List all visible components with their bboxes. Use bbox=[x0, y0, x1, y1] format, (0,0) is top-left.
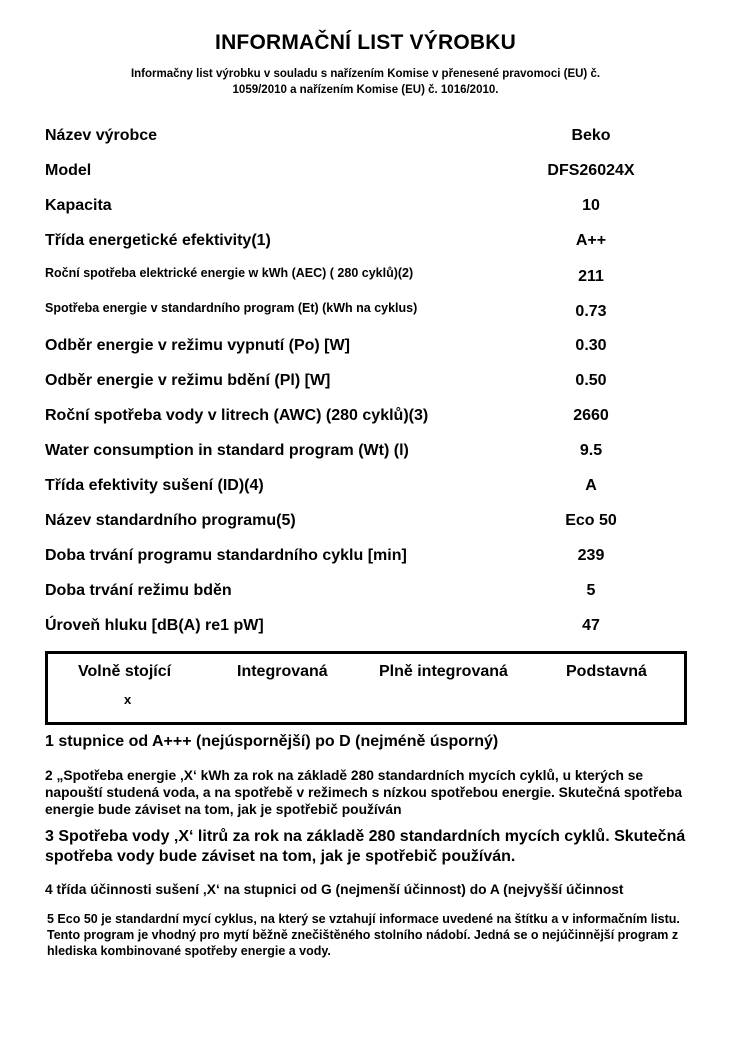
spec-label: Roční spotřeba elektrické energie w kWh (AEC) ( 280 cyklů)(2) bbox=[45, 266, 414, 280]
installation-selected-mark: x bbox=[124, 692, 132, 707]
spec-value: 239 bbox=[577, 547, 605, 564]
spec-label: Název výrobce bbox=[45, 127, 158, 144]
spec-label: Roční spotřeba vody v litrech (AWC) (280 cyklů)(3) bbox=[45, 407, 429, 424]
spec-value: Eco 50 bbox=[565, 512, 617, 529]
footnote-3: 3 Spotřeba vody ‚X‘ litrů za rok na základě 280 standardních mycích cyklů. Skutečná spotřeba vody bude záviset na tom, jak je spotřebič používán. bbox=[45, 828, 686, 865]
spec-label: Úroveň hluku [dB(A) re1 pW] bbox=[45, 617, 264, 634]
spec-label: Doba trvání programu standardního cyklu [min] bbox=[45, 547, 407, 564]
spec-label: Model bbox=[45, 162, 92, 179]
spec-label: Kapacita bbox=[45, 197, 112, 214]
spec-value: 0.73 bbox=[575, 303, 607, 320]
spec-value: Beko bbox=[571, 127, 611, 144]
spec-label: Odběr energie v režimu vypnutí (Po) [W] bbox=[45, 337, 350, 354]
footnote-4: 4 třída účinnosti sušení ‚X‘ na stupnici od G (nejmenší účinnost) do A (nejvyšší účinnost bbox=[45, 882, 624, 897]
page-subtitle: Informačny list výrobku v souladu s nařízením Komise v přenesené pravomoci (EU) č. 1059/2010 a nařízením Komise (EU) č. 1016/2010. bbox=[130, 68, 601, 96]
spec-label: Water consumption in standard program (Wt) (l) bbox=[45, 442, 409, 459]
spec-value: 47 bbox=[582, 617, 600, 634]
spec-value: 2660 bbox=[573, 407, 609, 424]
spec-value: 0.30 bbox=[575, 337, 607, 354]
spec-value: A++ bbox=[575, 232, 607, 249]
spec-value: 9.5 bbox=[579, 442, 603, 459]
spec-label: Třída energetické efektivity(1) bbox=[45, 232, 271, 249]
spec-label: Spotřeba energie v standardního program (Et) (kWh na cyklus) bbox=[45, 301, 418, 315]
installation-option-freestanding: Volně stojící bbox=[78, 663, 172, 680]
footnote-1: 1 stupnice od A+++ (nejúspornější) po D (nejméně úsporný) bbox=[45, 733, 499, 750]
spec-label: Název standardního programu(5) bbox=[45, 512, 296, 529]
spec-value: DFS26024X bbox=[547, 162, 635, 179]
installation-option-fully-integrated: Plně integrovaná bbox=[379, 663, 508, 680]
spec-label: Třída efektivity sušení (ID)(4) bbox=[45, 477, 264, 494]
spec-value: 0.50 bbox=[575, 372, 607, 389]
installation-type-box bbox=[45, 651, 687, 725]
spec-value: 10 bbox=[582, 197, 600, 214]
installation-option-integrated: Integrovaná bbox=[237, 663, 328, 680]
page-title: INFORMAČNÍ LIST VÝROBKU bbox=[215, 31, 516, 54]
spec-value: A bbox=[585, 477, 597, 494]
spec-value: 211 bbox=[578, 268, 604, 285]
installation-option-built-under: Podstavná bbox=[566, 663, 647, 680]
footnote-5: 5 Eco 50 je standardní mycí cyklus, na který se vztahují informace uvedené na štítku a v informačním listu. Tento program je vhodný pro mytí běžně znečištěného stolního nádobí. Jedná se o nejúčinnější program z hlediska kombinované spotřeby energie a vody. bbox=[47, 912, 680, 958]
spec-label: Odběr energie v režimu bdění (Pl) [W] bbox=[45, 372, 331, 389]
footnote-2: 2 „Spotřeba energie ‚X‘ kWh za rok na základě 280 standardních mycích cyklů, u kterých se napouští studená voda, a na spotřebě v režimech s nízkou spotřebou energie. Skutečná spotřeba energie bude záviset na tom, jak je spotřebič používán bbox=[45, 768, 683, 817]
spec-value: 5 bbox=[586, 582, 596, 599]
spec-label: Doba trvání režimu bděn bbox=[45, 582, 232, 599]
